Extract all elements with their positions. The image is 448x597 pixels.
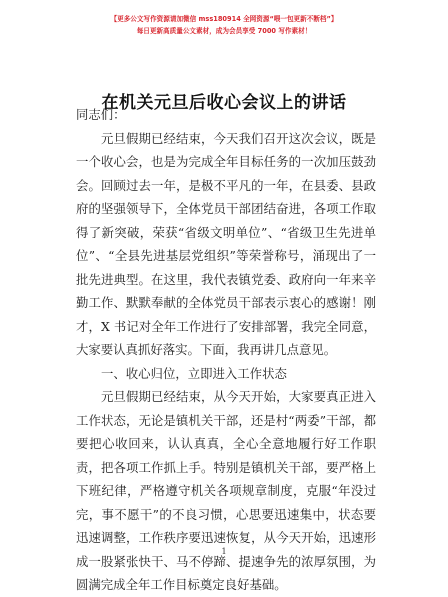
section-heading: 一、收心归位，立即进入工作状态 (101, 365, 287, 381)
promo-banner-line-1: 【更多公文写作资源请加微信 mss180914 全网资源“喂一包更新不断档”】 (110, 15, 338, 23)
document-title: 在机关元旦后收心会议上的讲话 (101, 93, 347, 113)
promo-banner-line-2: 每日更新高质量公文素材，成为会员享受 7000 写作素材！ (136, 27, 312, 35)
paragraph-2: 元旦假期已经结束，从今天开始，大家要真正进入工作状态，无论是镇机关干部，还是村“两委”干部，都要把心收回来，认认真真，全心全意地履行好工作职责，把各项工作抓上手。特别是镇机关干部，要严格上下班纪律，严格遵守机关各项规章制度，克服“年没过完，事不愿干”的不良习惯，心思要迅速集中，状态要迅速调整，工作秩序要迅速恢复，从今天开始，迅速形成一股紧张快干、马不停蹄、提速争先的浓厚氛围，为圆满完成全年工作目标奠定良好基础。 (76, 389, 376, 592)
promo-banner (0, 13, 448, 37)
greeting: 同志们： (76, 107, 126, 122)
document-body (76, 103, 376, 597)
page-number: 1 (221, 547, 227, 556)
paragraph-1: 元旦假期已经结束，今天我们召开这次会议，既是一个收心会，也是为完成全年目标任务的一次加压鼓劲会。回顾过去一年，是极不平凡的一年，在县委、县政府的坚强领导下，全体党员干部团结奋进，各项工作取得了新突破，荣获“省级文明单位”、“省级卫生先进单位”、“全县先进基层党组织”等荣誉称号，涌现出了一批先进典型。在这里，我代表镇党委、政府向一年来辛勤工作、默默奉献的全体党员干部表示衷心的感谢！刚才，X 书记对全年工作进行了安排部署，我完全同意，大家要认真抓好落实。下面，我再讲几点意见。 (76, 130, 376, 357)
